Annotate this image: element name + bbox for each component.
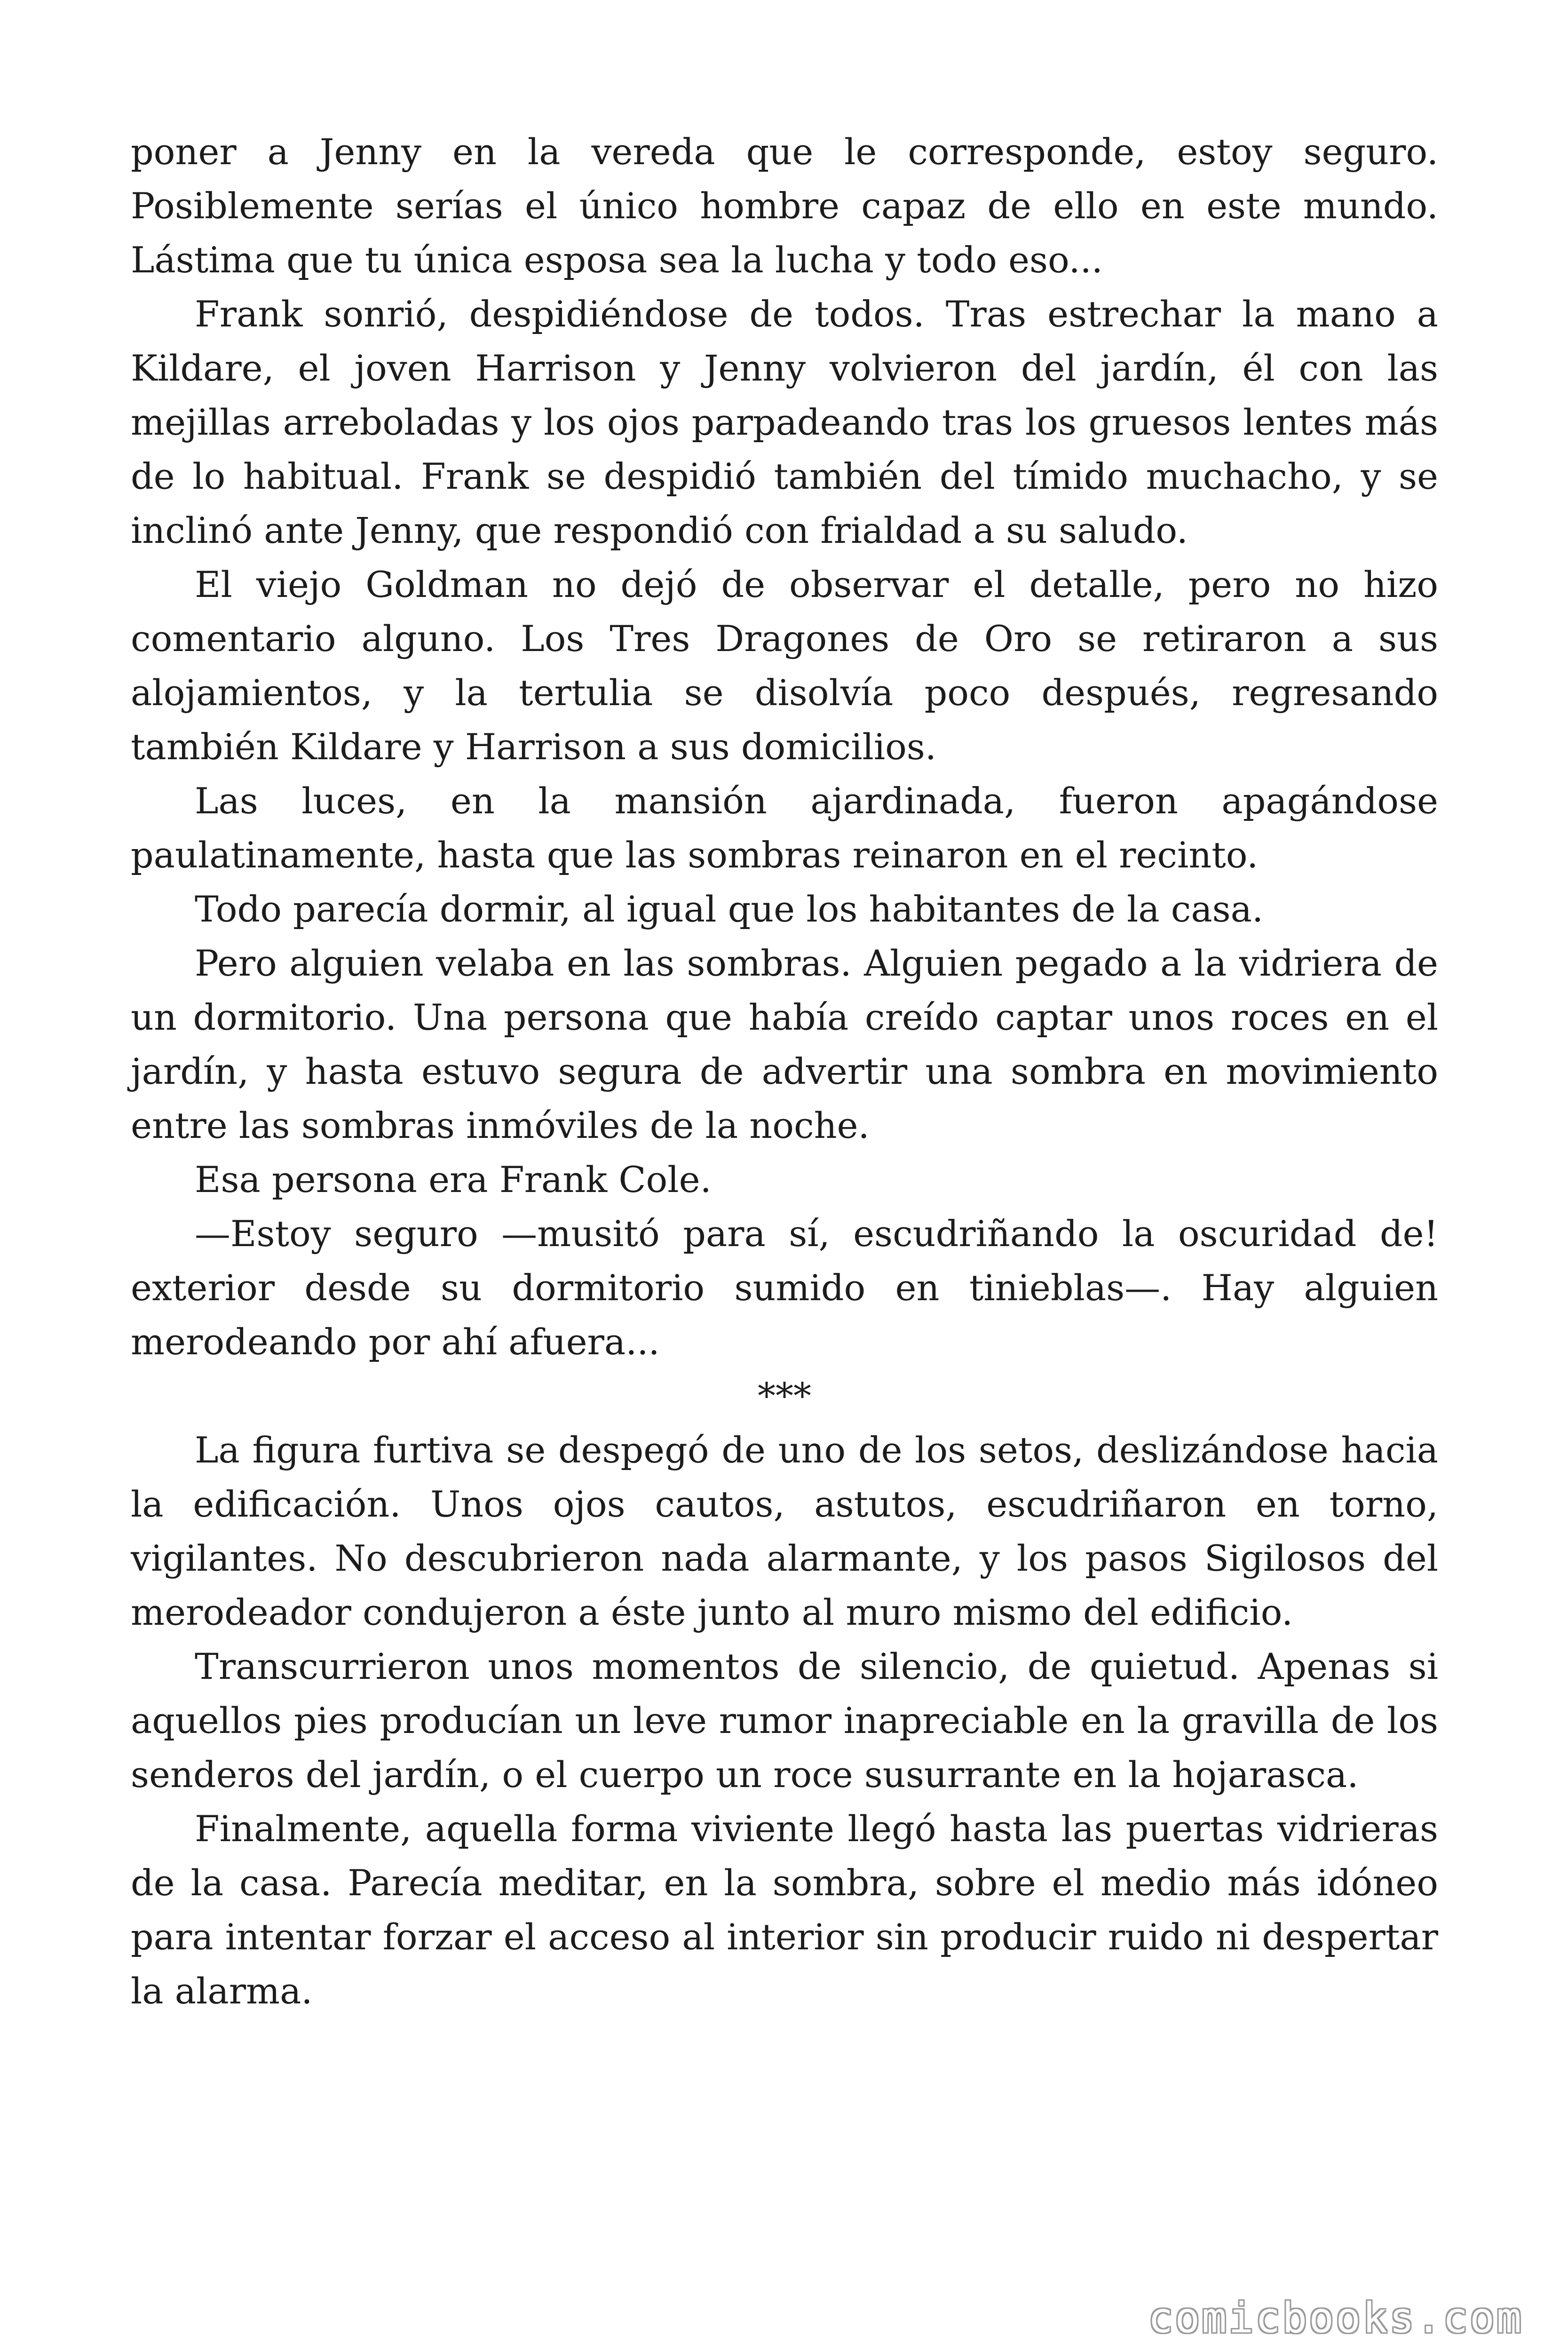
paragraph-continuation: poner a Jenny en la vereda que le corresponde, estoy seguro. Posiblemente serías el único hombre capaz de ello en este mundo. Lástima que tu única esposa sea la lucha y todo eso... [131,131,1438,281]
paragraph: Las luces, en la mansión ajardinada, fueron apagándose paulatinamente, hasta que las sombras reinaron en el recinto. [131,780,1438,876]
page-body [131,125,1438,2018]
paragraph: Finalmente, aquella forma viviente llegó hasta las puertas vidrieras de la casa. Parecía meditar, en la sombra, sobre el medio más idóneo para intentar forzar el acceso al interior sin producir ruido ni despertar la alarma. [131,1808,1438,2012]
paragraph: La figura furtiva se despegó de uno de los setos, deslizándose hacia la edificación. Unos ojos cautos, astutos, escudriñaron en torno, vigilantes. No descubrieron nada alarmante, y los pasos Sigilosos del merodeador condujeron a éste junto al muro mismo del edificio. [131,1429,1438,1633]
paragraph: El viejo Goldman no dejó de observar el detalle, pero no hizo comentario alguno. Los Tres Dragones de Oro se retiraron a sus alojamientos, y la tertulia se disolvía poco después, regresando también Kildare y Harrison a sus domicilios. [131,564,1438,768]
watermark: comicbooks.com [1148,2294,1523,2342]
paragraph-dialogue: —Estoy seguro —musitó para sí, escudriñando la oscuridad de! exterior desde su dormitorio sumido en tinieblas—. Hay alguien merodeando por ahí afuera... [131,1213,1438,1363]
paragraph: Esa persona era Frank Cole. [195,1159,712,1200]
paragraph: Frank sonrió, despidiéndose de todos. Tras estrechar la mano a Kildare, el joven Harrison y Jenny volvieron del jardín, él con las mejillas arreboladas y los ojos parpadeando tras los gruesos lentes más de lo habitual. Frank se despidió también del tímido muchacho, y se inclinó ante Jenny, que respondió con frialdad a su saludo. [131,293,1438,551]
paragraph: Transcurrieron unos momentos de silencio, de quietud. Apenas si aquellos pies producían un leve rumor inapreciable en la gravilla de los senderos del jardín, o el cuerpo un roce susurrante en la hojarasca. [131,1645,1438,1796]
paragraph: Todo parecía dormir, al igual que los habitantes de la casa. [195,888,1264,930]
paragraph: Pero alguien velaba en las sombras. Alguien pegado a la vidriera de un dormitorio. Una persona que había creído captar unos roces en el jardín, y hasta estuvo segura de advertir una sombra en movimiento entre las sombras inmóviles de la noche. [131,942,1438,1146]
scene-separator: *** [758,1375,811,1417]
